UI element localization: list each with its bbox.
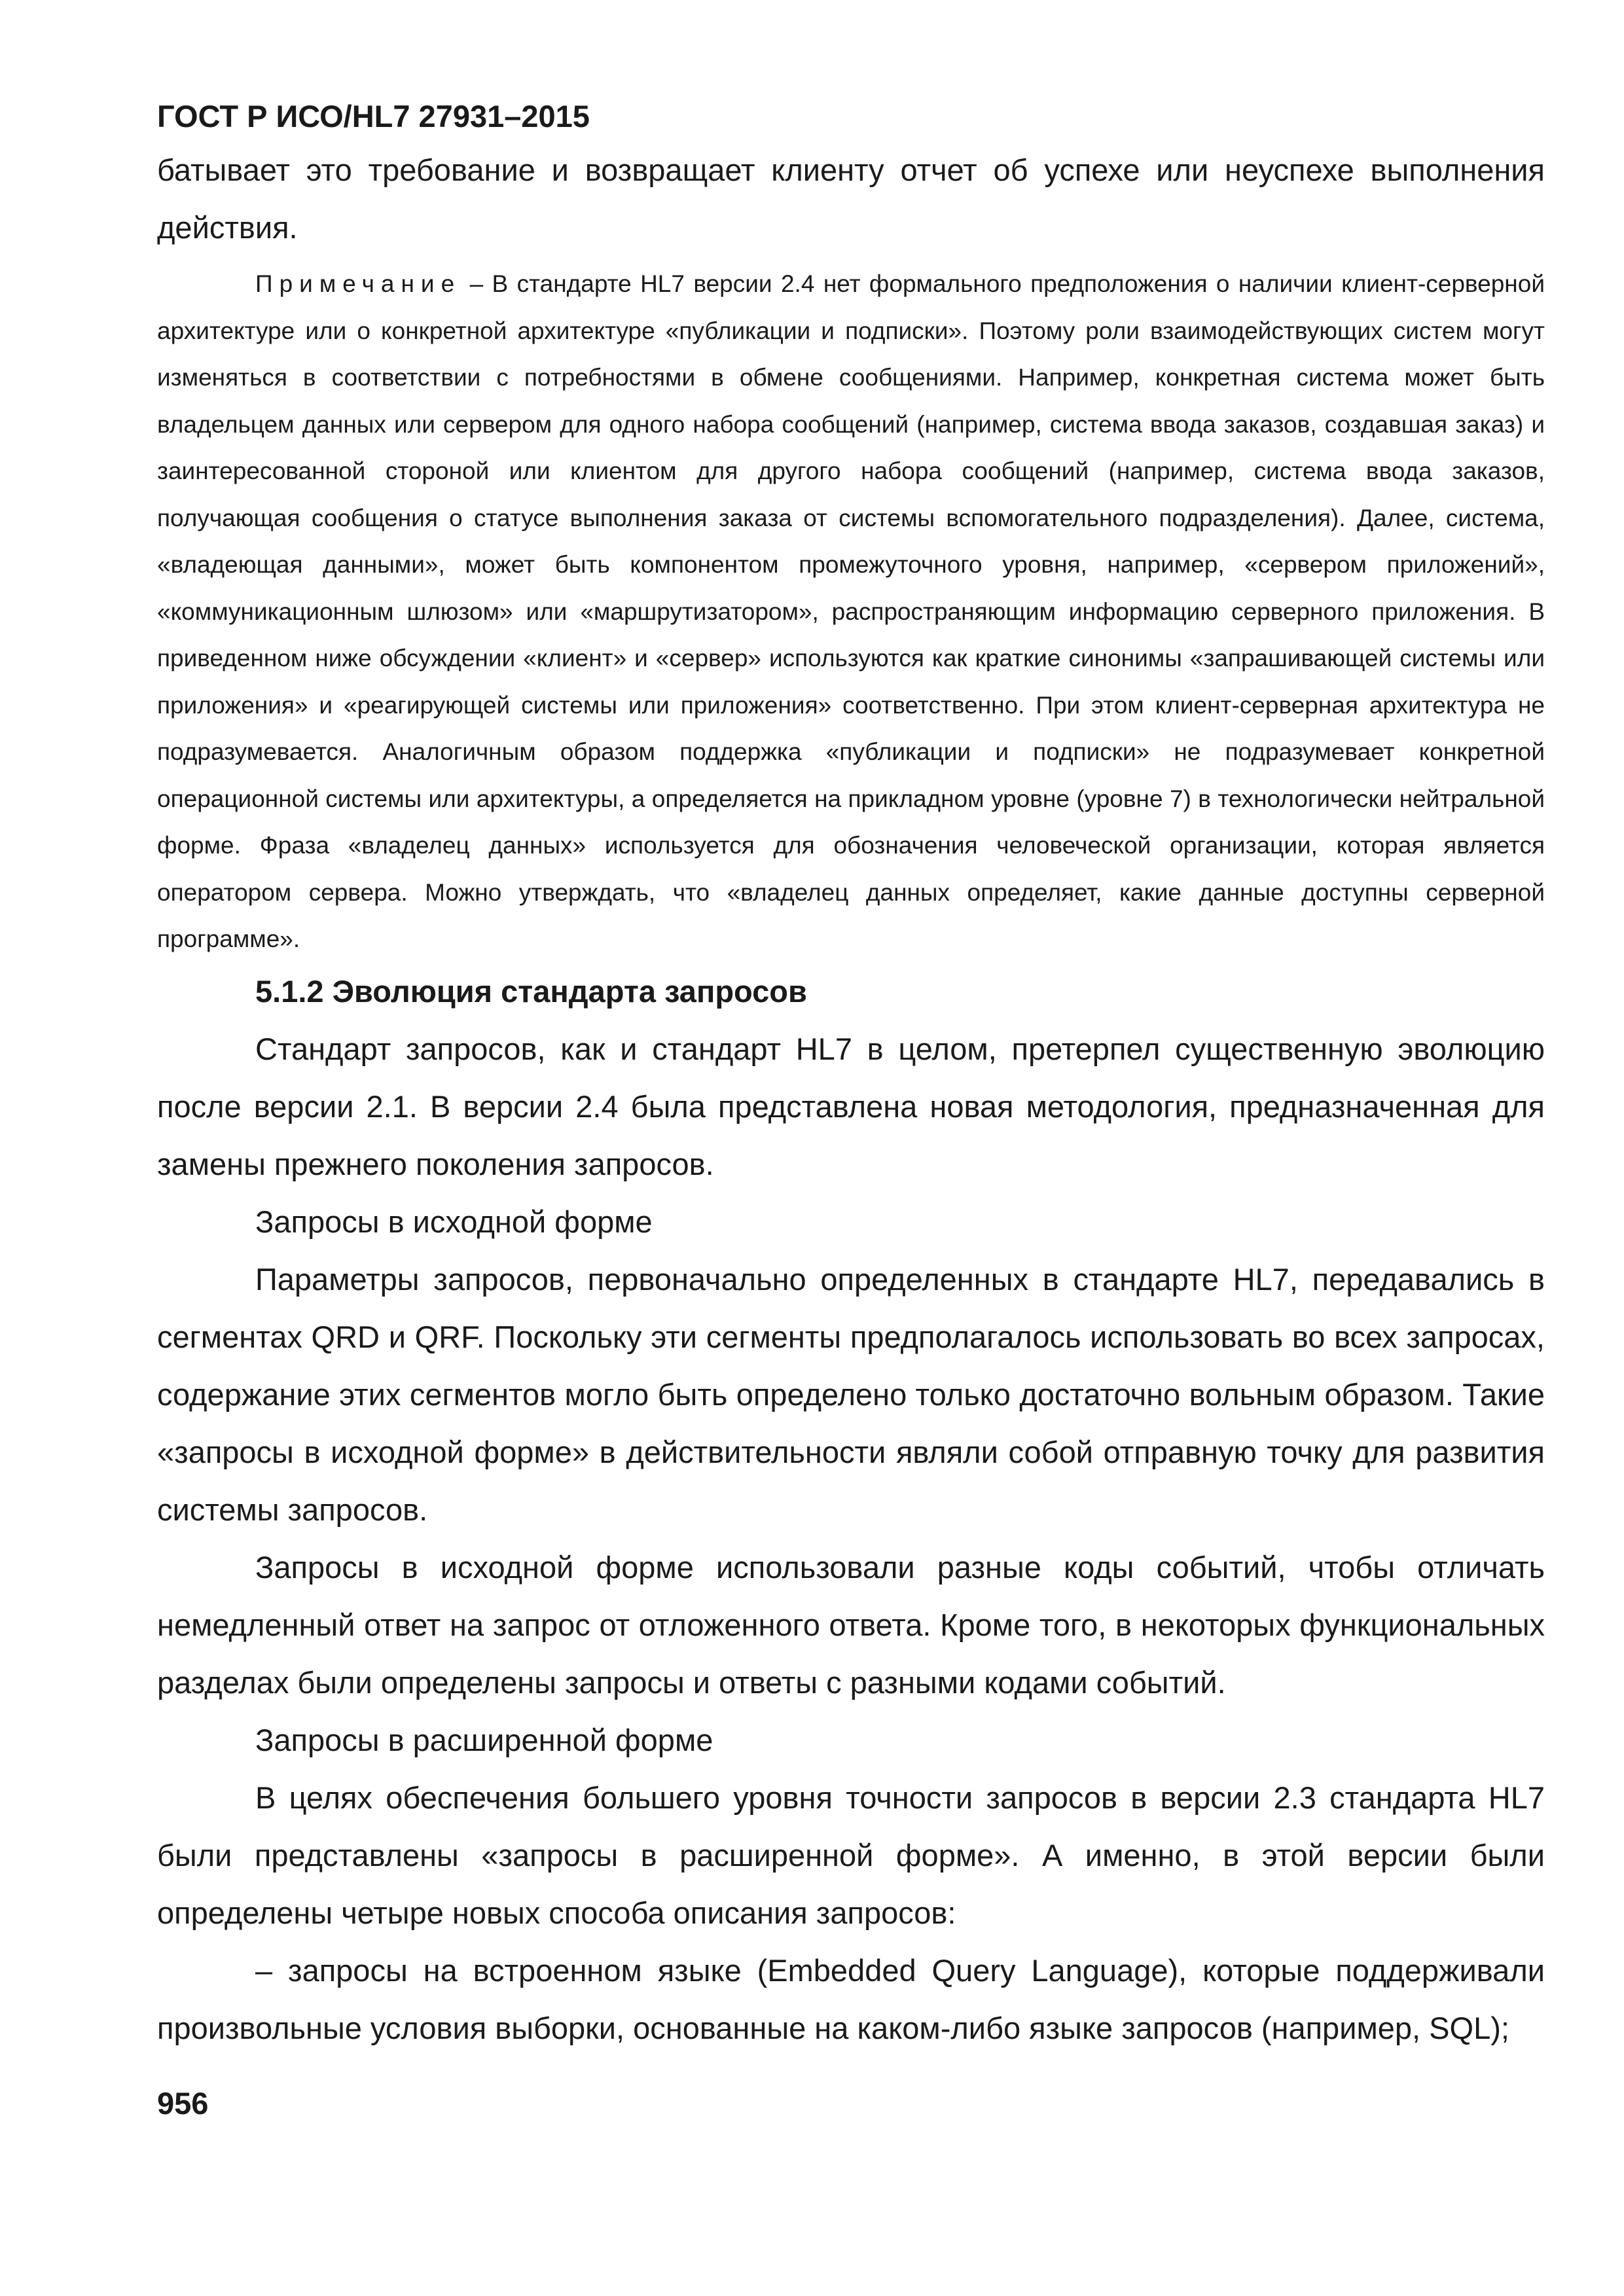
document-page [157,98,1545,2057]
paragraph-qrd-qrf: Параметры запросов, первоначально определенных в стандарте HL7, передавались в сегментах QRD и QRF. Поскольку эти сегменты предполагалось использовать во всех запросах, содержание этих сегментов могло быть определено только достаточно вольным образом. Такие «запросы в исходной форме» в действительности являли собой отправную точку для развития системы запросов. [157,1261,1545,1527]
subheading-extended-form: Запросы в расширенной форме [255,1722,713,1757]
subheading-original-form: Запросы в исходной форме [255,1204,653,1239]
document-header: ГОСТ Р ИСО/HL7 27931–2015 [157,99,590,134]
paragraph-evolution: Стандарт запросов, как и стандарт HL7 в целом, претерпел существенную эволюцию после версии 2.1. В версии 2.4 была представлена новая методология, предназначенная для замены прежнего поколения запросов. [157,1031,1545,1181]
note-label: Примечание [255,270,461,297]
page-number: 956 [157,2086,209,2121]
paragraph-extended-queries: В целях обеспечения большего уровня точности запросов в версии 2.3 стандарта HL7 были представлены «запросы в расширенной форме». А именно, в этой версии были определены четыре новых способа описания запросов: [157,1780,1545,1930]
continuation-paragraph: батывает это требование и возвращает клиенту отчет об успехе или неуспехе выполнения действия. [157,152,1545,245]
note-text: – В стандарте HL7 версии 2.4 нет формального предположения о наличии клиент-серверной архитектуре или о конкретной архитектуре «публикации и подписки». Поэтому роли взаимодействующих систем могут изменяться в соответствии с потребностями в обмене сообщениями. Например, конкретная система может быть владельцем данных или сервером для одного набора сообщений (например, система ввода заказов, создавшая заказ) и заинтересованной стороной или клиентом для другого набора сообщений (например, система ввода заказов, получающая сообщения о статусе выполнения заказа от системы вспомогательного подразделения). Далее, система, «владеющая данными», может быть компонентом промежуточного уровня, например, «сервером приложений», «коммуникационным шлюзом» или «маршрутизатором», распространяющим информацию серверного приложения. В приведенном ниже обсуждении «клиент» и «сервер» используются как краткие синонимы «запрашивающей системы или приложения» и «реагирующей системы или приложения» соответственно. При этом клиент-серверная архитектура не подразумевается. Аналогичным образом поддержка «публикации и подписки» не подразумевает конкретной операционной системы или архитектуры, а определяется на прикладном уровне (уровне 7) в технологически нейтральной форме. Фраза «владелец данных» используется для обозначения человеческой организации, которая является оператором сервера. Можно утверждать, что «владелец данных определяет, какие данные доступны серверной программе». [157,270,1545,952]
note-paragraph [157,260,1545,963]
list-item: – запросы на встроенном языке (Embedded Query Language), которые поддерживали произвольные условия выборки, основанные на каком-либо языке запросов (например, SQL); [157,1952,1545,2045]
section-heading: 5.1.2 Эволюция стандарта запросов [255,973,807,1009]
paragraph-event-codes: Запросы в исходной форме использовали разные коды событий, чтобы отличать немедленный ответ на запрос от отложенного ответа. Кроме того, в некоторых функциональных разделах были определены запросы и ответы с разными кодами событий. [157,1549,1545,1700]
